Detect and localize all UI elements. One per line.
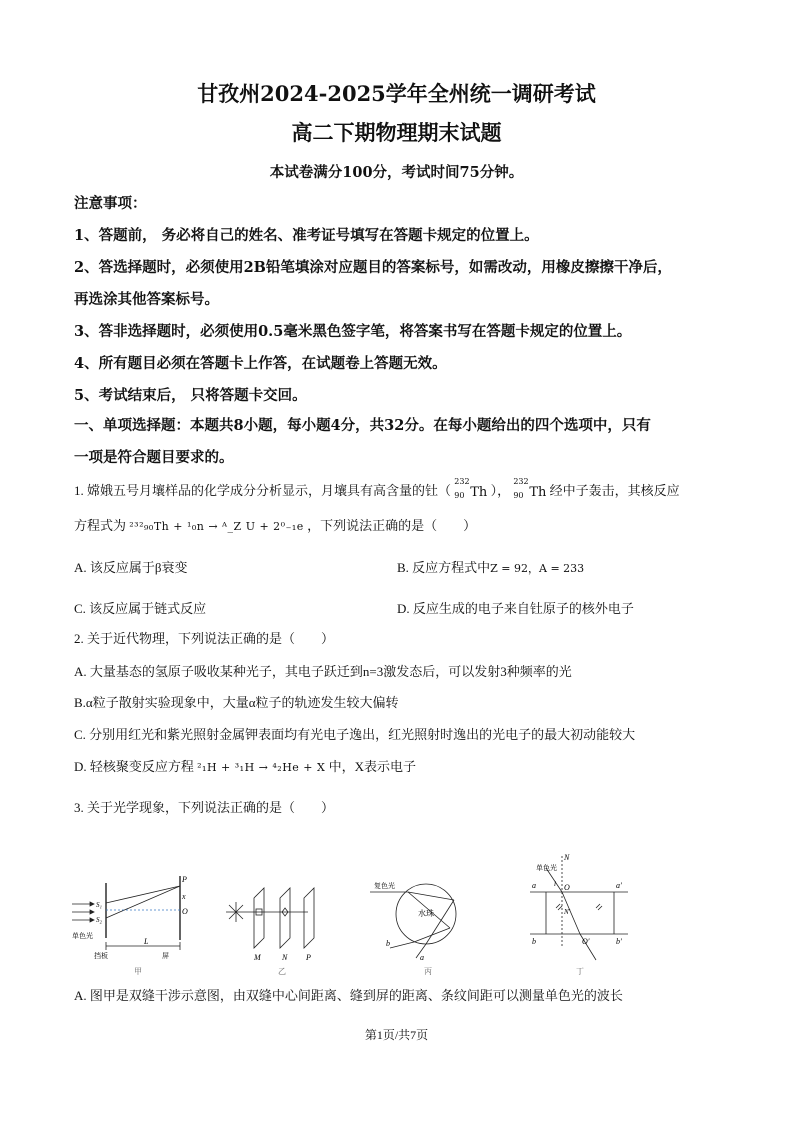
mass-number: 232 [513,476,529,486]
label-b: b [386,939,390,948]
q1-text: 1. 嫦娥五号月壤样品的化学成分分析显示，月壤具有高含量的钍（ [74,483,452,498]
figure-polarizers [218,848,348,978]
label-a: a [420,953,424,962]
label-S1: S₁ [96,901,102,909]
section-heading-cont: 一项是符合题目要求的。 [74,449,234,466]
thorium-isotope [454,476,488,500]
q1-text: 方程式为 [74,518,127,533]
label-slit: 挡板 [94,952,108,960]
figure-glass-slab [500,848,650,978]
label-M: M [254,953,261,962]
label-mono2: 单色光 [536,864,557,872]
label-O-point: O [564,883,570,892]
label-N-prime: N′ [564,908,571,916]
q3-option-a: A. 图甲是双缝干涉示意图，由双缝中心间距离、缝到屏的距离、条纹间距可以测量单色光的波长 [74,988,623,1003]
q1-stem-line2 [74,515,476,534]
q1-text: 经中子轰击，其核反应 [549,483,680,498]
notice-heading: 注意事项： [74,195,147,212]
q3-stem: 3. 关于光学现象，下列说法正确的是（ ） [74,800,335,815]
figure-double-slit [70,848,200,978]
caption-jia: 甲 [134,967,142,976]
label-N-normal: N [564,853,570,862]
q1-option-c: C. 该反应属于链式反应 [74,601,207,616]
label-b-corner: b [532,937,536,946]
label-S2: S₂ [96,916,102,924]
mass-number: 232 [454,476,470,486]
label-O: O [182,907,188,916]
notice-item: 再选涂其他答案标号。 [74,291,219,308]
element-symbol: Th [470,484,488,500]
label-P: P [182,875,187,884]
charge-number: 90 [513,490,524,500]
q1-option-d: D. 反应生成的电子来自钍原子的核外电子 [397,601,634,616]
notice-item: 4、所有题目必须在答题卡上作答，在试题卷上答题无效。 [74,355,447,372]
q2-option-a: A. 大量基态的氢原子吸收某种光子，其电子跃迁到n=3激发态后，可以发射3种频率的光 [74,664,572,679]
q2-stem: 2. 关于近代物理，下列说法正确的是（ ） [74,631,335,646]
label-O-prime: O′ [582,937,590,946]
exam-title: 甘孜州2024-2025学年全州统一调研考试 [197,81,596,106]
caption-yi: 乙 [278,967,286,976]
label-N: N [282,953,288,962]
label-compound: 复色光 [374,882,395,890]
notice-item: 2、答选择题时，必须使用2B铅笔填涂对应题目的答案标号，如需改动，用橡皮擦擦干净后， [74,259,672,276]
label-b-prime: b′ [616,937,622,946]
q1-stem-line1 [74,476,680,500]
q1-option-b [397,557,584,576]
q1-option-a: A. 该反应属于β衰变 [74,560,188,575]
label-droplet: 水珠 [418,909,434,918]
notice-item: 1、答题前， 务必将自己的姓名、准考证号填写在答题卡规定的位置上。 [74,227,539,244]
label-i: i [554,880,556,888]
option-text: D. 轻核聚变反应方程 [74,759,194,774]
charge-number: 90 [454,490,465,500]
notice-item: 3、答非选择题时，必须使用0.5毫米黑色签字笔，将答案书写在答题卡规定的位置上。 [74,323,632,340]
exam-subtitle: 高二下期物理期末试题 [291,120,502,145]
label-P2: P [306,953,311,962]
q1-text: ）， [490,483,511,498]
exam-info: 本试卷满分100分，考试时间75分钟。 [269,164,524,181]
label-mono: 单色光 [72,932,93,940]
label-x: x [182,892,186,901]
caption-bing: 丙 [424,967,432,976]
q2-option-d [74,756,416,775]
q2-option-c: C. 分别用红光和紫光照射金属钾表面均有光电子逸出，红光照射时逸出的光电子的最大初动能较大 [74,727,636,742]
q2-option-b: B.α粒子散射实验现象中，大量α粒子的轨迹发生较大偏转 [74,695,399,710]
element-symbol: Th [529,484,547,500]
label-L: L [144,937,149,946]
label-a-prime: a′ [616,881,622,890]
caption-ding: 丁 [576,967,584,976]
option-text: B. 反应方程式中 [397,560,491,575]
thorium-isotope [513,476,547,500]
page-number: 第1页/共7页 [364,1028,429,1042]
label-a-corner: a [532,881,536,890]
q1-text: ，下列说法正确的是（ ） [307,518,477,533]
figure-droplet [368,848,498,978]
section-heading: 一、单项选择题：本题共8小题，每小题4分，共32分。在每小题给出的四个选项中，只有 [74,417,651,434]
option-text: 中，X表示电子 [328,759,416,774]
nuclear-equation: ²³²₉₀Th + ¹₀n → ᴬ_Z U + 2⁰₋₁e [129,520,304,533]
q3-figures [70,848,730,978]
label-screen: 屏 [162,952,169,960]
fusion-equation: ²₁H + ³₁H → ⁴₂He + X [197,761,326,774]
option-math: Z = 92，A = 233 [490,562,585,575]
notice-item: 5、考试结束后， 只将答题卡交回。 [74,387,307,404]
